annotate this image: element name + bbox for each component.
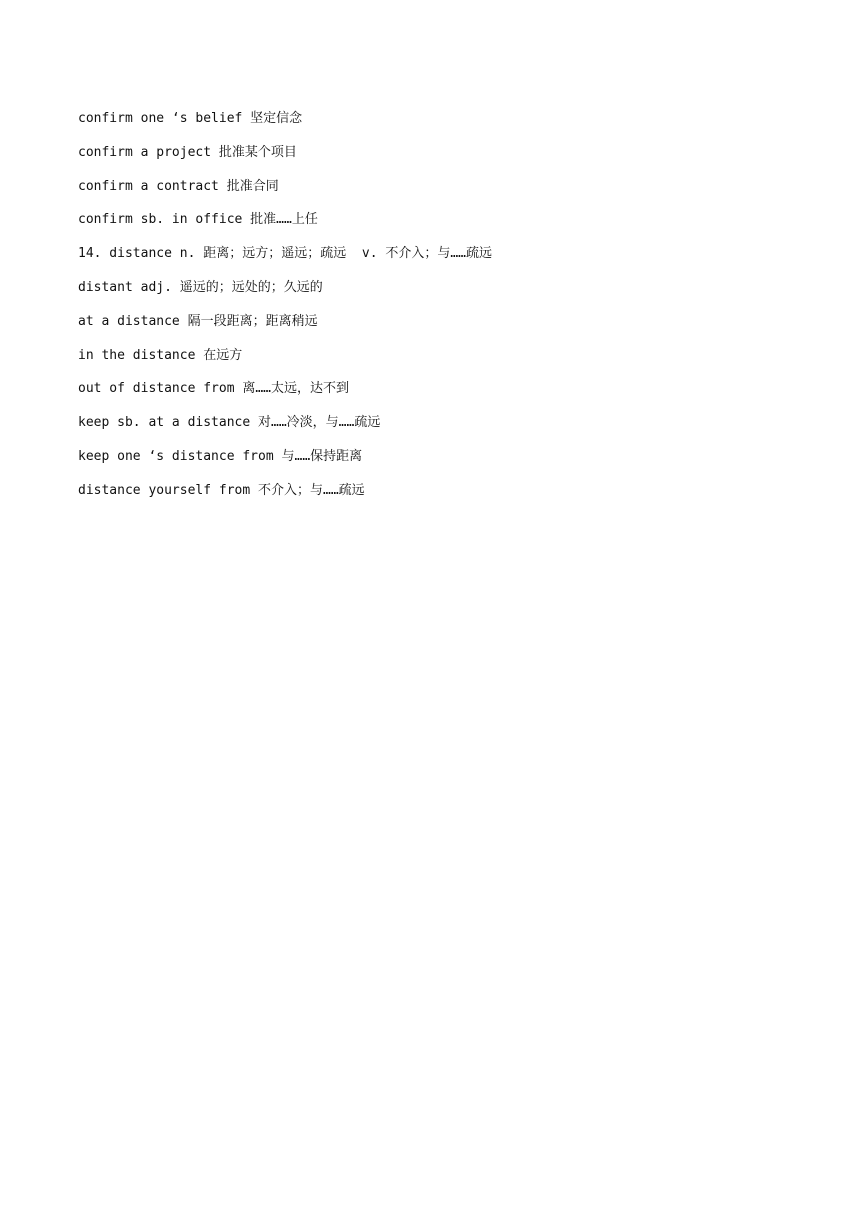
phrase-keep-at-distance: keep sb. at a distance 对……冷淡，与……疏远 bbox=[78, 415, 381, 431]
phrase-at-a-distance: at a distance 隔一段距离；距离稍远 bbox=[78, 313, 318, 329]
phrase-keep-ones-distance: keep one ‘s distance from 与……保持距离 bbox=[78, 448, 363, 464]
phrase-out-of-distance: out of distance from 离……太远，达不到 bbox=[78, 381, 350, 397]
phrase-distance-yourself: distance yourself from 不介入；与……疏远 bbox=[78, 482, 365, 498]
phrase-in-the-distance: in the distance 在远方 bbox=[78, 347, 243, 363]
entry-distance-heading: 14. distance n. 距离；远方；遥远；疏远 v. 不介入；与……疏远 bbox=[78, 246, 493, 262]
phrase-confirm-project: confirm a project 批准某个项目 bbox=[78, 144, 297, 160]
phrase-confirm-in-office: confirm sb. in office 批准……上任 bbox=[78, 212, 318, 228]
phrase-confirm-belief: confirm one ‘s belief 坚定信念 bbox=[78, 111, 303, 126]
phrase-confirm-contract: confirm a contract 批准合同 bbox=[78, 178, 279, 194]
vocabulary-list bbox=[78, 109, 818, 515]
phrase-distant-adj: distant adj. 遥远的；远处的；久远的 bbox=[78, 279, 323, 295]
